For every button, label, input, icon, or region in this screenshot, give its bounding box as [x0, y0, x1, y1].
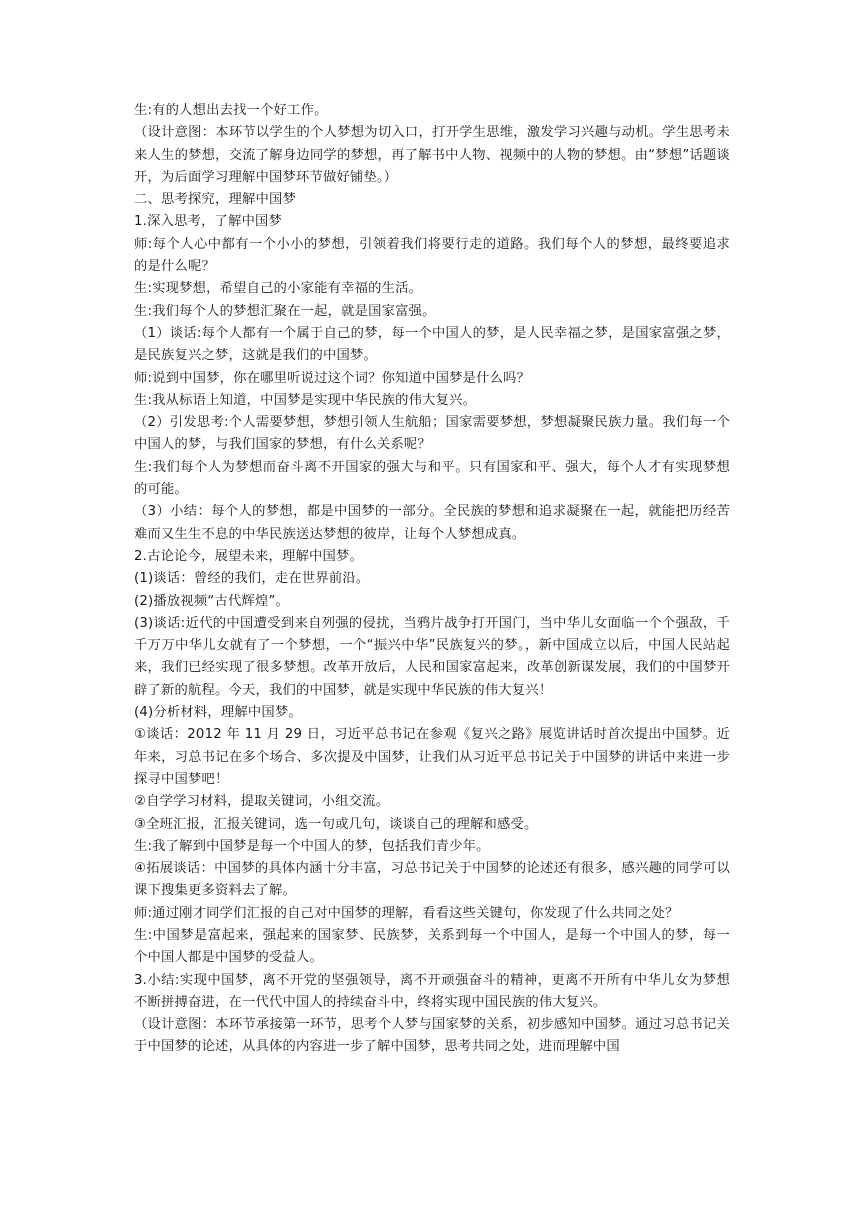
- paragraph: 生:我们每个人为梦想而奋斗离不开国家的强大与和平。只有国家和平、强大，每个人才有实现梦想的可能。: [134, 459, 730, 498]
- paragraph: 师:通过刚才同学们汇报的自己对中国梦的理解，看看这些关键句，你发现了什么共同之处？: [134, 905, 679, 921]
- paragraph: （3）小结：每个人的梦想，都是中国梦的一部分。全民族的梦想和追求凝聚在一起，就能把历经苦难而又生生不息的中华民族送达梦想的彼岸，让每个人梦想成真。: [134, 504, 730, 542]
- paragraph: （2）引发思考:个人需要梦想，梦想引领人生航船；国家需要梦想，梦想凝聚民族力量。我们每一个中国人的梦，与我们国家的梦想，有什么关系呢？: [134, 415, 730, 453]
- paragraph: (3)谈话:近代的中国遭受到来自列强的侵扰，当鸦片战争打开国门，当中华儿女面临一个个强敌，千千万万中华儿女就有了一个梦想，一个“振兴中华”民族复兴的梦。，新中国成立以后，中国人民站起来，我们已经实现了很多梦想。改革开放后，人民和国家富起来，改革创新谋发展，我们的中国梦开辟了新的航程。今天，我们的中国梦，就是实现中华民族的伟大复兴！: [134, 615, 730, 698]
- paragraph: 生:我了解到中国梦是每一个中国人的梦，包括我们青少年。: [134, 838, 490, 854]
- paragraph: 3.小结:实现中国梦，离不开党的坚强领导，离不开顽强奋斗的精神，更离不开所有中华儿女为梦想不断拼搏奋进，在一代代中国人的持续奋斗中，终将实现中国民族的伟大复兴。: [134, 972, 730, 1010]
- paragraph: 师:说到中国梦，你在哪里听说过这个词？你知道中国梦是什么吗？: [134, 370, 531, 386]
- paragraph: 师:每个人心中都有一个小小的梦想，引领着我们将要行走的道路。我们每个人的梦想，最终要追求的是什么呢？: [134, 236, 730, 275]
- paragraph: ①谈话：2012 年 11 月 29 日，习近平总书记在参观《复兴之路》展览讲话时首次提出中国梦。近年来，习总书记在多个场合、多次提及中国梦，让我们从习近平总书记关于中国梦的讲话中来进一步探寻中国梦吧！: [134, 727, 730, 787]
- paragraph: ④拓展谈话：中国梦的具体内涵十分丰富，习总书记关于中国梦的论述还有很多，感兴趣的同学可以课下搜集更多资料去了解。: [134, 861, 730, 899]
- paragraph: (4)分析材料，理解中国梦。: [134, 705, 302, 721]
- paragraph: 生:我从标语上知道，中国梦是实现中华民族的伟大复兴。: [134, 392, 477, 408]
- paragraph: (1)谈话：曾经的我们，走在世界前沿。: [134, 571, 370, 587]
- paragraph: 生:有的人想出去找一个好工作。: [134, 103, 328, 118]
- paragraph: (2)播放视频“古代辉煌”。: [134, 593, 290, 609]
- subsection-heading: 1.深入思考，了解中国梦: [134, 214, 283, 230]
- document-body: [134, 100, 730, 1059]
- paragraph: （设计意图：本环节以学生的个人梦想为切入口，打开学生思维，激发学习兴趣与动机。学生思考未来人生的梦想，交流了解身边同学的梦想，再了解书中人物、视频中的人物的梦想。由“梦想”话题谈开，为后面学习理解中国梦环节做好铺垫。）: [134, 125, 730, 185]
- paragraph: ②自学学习材料，提取关键词，小组交流。: [134, 794, 390, 810]
- paragraph: 生:中国梦是富起来，强起来的国家梦、民族梦，关系到每一个中国人，是每一个中国人的梦，每一个中国人都是中国梦的受益人。: [134, 927, 730, 966]
- paragraph: （设计意图：本环节承接第一环节，思考个人梦与国家梦的关系，初步感知中国梦。通过习总书记关于中国梦的论述，从具体的内容进一步了解中国梦，思考共同之处，进而理解中国: [134, 1017, 730, 1055]
- section-heading: 二、思考探究，理解中国梦: [134, 192, 296, 208]
- paragraph: （1）谈话:每个人都有一个属于自己的梦，每一个中国人的梦，是人民幸福之梦，是国家富强之梦，是民族复兴之梦，这就是我们的中国梦。: [134, 325, 730, 364]
- subsection-heading: 2.古论论今，展望未来，理解中国梦。: [134, 548, 364, 564]
- paragraph: 生:实现梦想，希望自己的小家能有幸福的生活。: [134, 281, 423, 297]
- paragraph: 生:我们每个人的梦想汇聚在一起，就是国家富强。: [134, 303, 436, 319]
- paragraph: ③全班汇报，汇报关键词，选一句或几句，谈谈自己的理解和感受。: [134, 816, 538, 832]
